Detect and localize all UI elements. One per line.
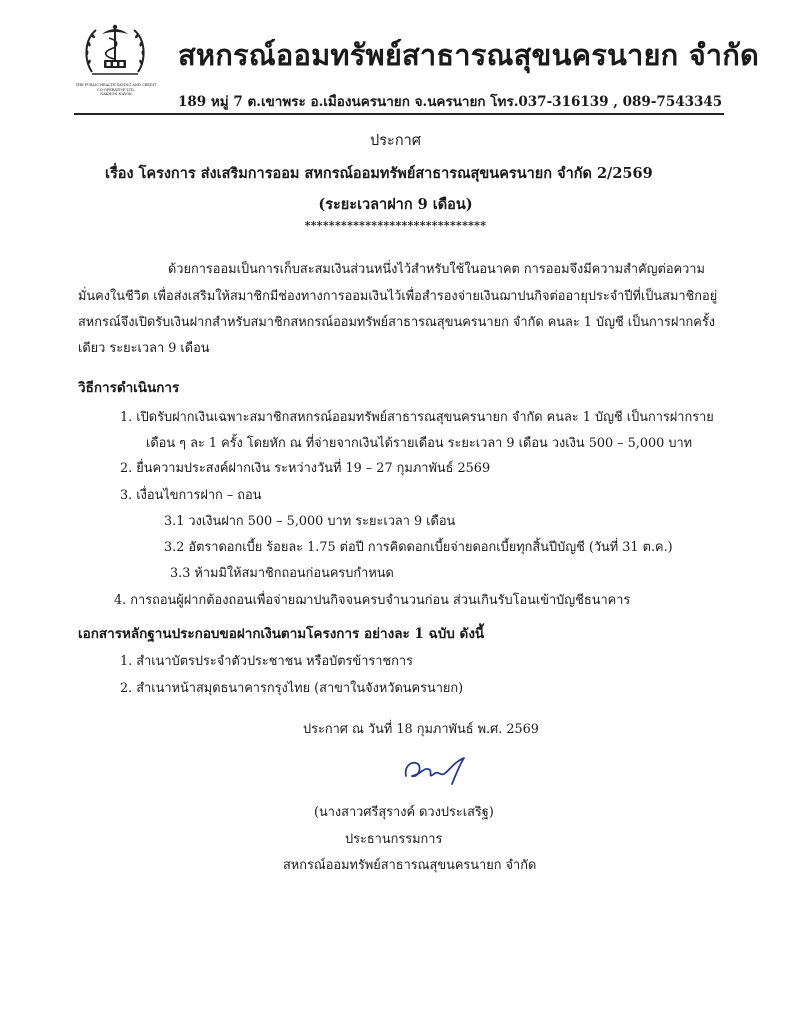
- document-item: 1. สำเนาบัตรประจำตัวประชาชน หรือบัตรข้าราชการ: [120, 654, 413, 669]
- documents-heading: เอกสารหลักฐานประกอบขอฝากเงินตามโครงการ อย่างละ 1 ฉบับ ดังนี้: [78, 626, 485, 642]
- announcement-subject: เรื่อง โครงการ ส่งเสริมการออม สหกรณ์ออมทรัพย์สาธารณสุขนครนายก จำกัด 2/2569: [105, 165, 653, 182]
- announcement-date: ประกาศ ณ วันที่ 18 กุมภาพันธ์ พ.ศ. 2569: [303, 722, 539, 737]
- logo-caption-line: NAKHON NAYOK: [100, 92, 132, 96]
- star-separator: ******************************: [304, 219, 487, 232]
- procedure-item: 2. ยื่นความประสงค์ฝากเงิน ระหว่างวันที่ 19 – 27 กุมภาพันธ์ 2569: [120, 461, 491, 476]
- deposit-period: (ระยะเวลาฝาก 9 เดือน): [318, 196, 473, 213]
- condition-item: 3.3 ห้ามมิให้สมาชิกถอนก่อนครบกำหนด: [170, 566, 394, 581]
- document-item: 2. สำเนาหน้าสมุดธนาคารกรุงไทย (สาขาในจังหวัดนครนายก): [120, 681, 464, 696]
- announcement-title: ประกาศ: [370, 133, 421, 149]
- intro-line: มั่นคงในชีวิต เพื่อส่งเสริมให้สมาชิกมีช่องทางการออมเงินไว้เพื่อสำรองจ่ายเงินฌาปนกิจต่ออายุประจำปีที่เป็นสมาชิกอยู่: [78, 289, 718, 304]
- header-divider: [74, 113, 724, 115]
- procedure-item: 3. เงื่อนไขการฝาก – ถอน: [120, 488, 262, 503]
- procedure-item: เดือน ๆ ละ 1 ครั้ง โดยหัก ณ ที่จ่ายจากเงินได้รายเดือน ระยะเวลา 9 เดือน วงเงิน 500 – 5,000 บาท: [146, 436, 693, 451]
- intro-line: สหกรณ์จึงเปิดรับเงินฝากสำหรับสมาชิกสหกรณ์ออมทรัพย์สาธารณสุขนครนายก จำกัด คนละ 1 บัญชี เป็นการฝากครั้ง: [78, 315, 715, 330]
- signatory-position: ประธานกรรมการ: [345, 832, 443, 847]
- procedure-item: 4. การถอนผู้ฝากต้องถอนเพื่อจ่ายฌาปนกิจจนครบจำนวนก่อน ส่วนเกินรับโอนเข้าบัญชีธนาคาร: [114, 593, 631, 608]
- signatory-name: (นางสาวศรีสุรางค์ ดวงประเสริฐ): [314, 805, 494, 820]
- intro-line: เดียว ระยะเวลา 9 เดือน: [78, 341, 210, 356]
- logo-caption-line: THE PUBLIC HEALTH SAVING AND CREDIT CO-OPERATIVE LTD.: [75, 83, 157, 92]
- logo-caption: [74, 83, 158, 97]
- condition-item: 3.2 อัตราดอกเบี้ย ร้อยละ 1.75 ต่อปี การคิดดอกเบี้ยจ่ายดอกเบี้ยทุกสิ้นปีบัญชี (วันที่ 31 ต.ค.): [164, 540, 673, 555]
- signatory-organization: สหกรณ์ออมทรัพย์สาธารณสุขนครนายก จำกัด: [283, 858, 537, 873]
- org-address: 189 หมู่ 7 ต.เขาพระ อ.เมืองนครนายก จ.นครนายก โทร.037-316139 , 089-7543345: [178, 94, 723, 110]
- procedure-heading: วิธีการดำเนินการ: [78, 380, 180, 396]
- handwritten-signature: [402, 752, 472, 788]
- org-name: สหกรณ์ออมทรัพย์สาธารณสุขนครนายก จำกัด: [178, 38, 760, 72]
- logo-emblem-icon: [80, 22, 150, 82]
- intro-line: ด้วยการออมเป็นการเก็บสะสมเงินส่วนหนึ่งไว้สำหรับใช้ในอนาคต การออมจึงมีความสำคัญต่อความ: [168, 262, 705, 277]
- condition-item: 3.1 วงเงินฝาก 500 – 5,000 บาท ระยะเวลา 9 เดือน: [164, 514, 456, 529]
- procedure-item: 1. เปิดรับฝากเงินเฉพาะสมาชิกสหกรณ์ออมทรัพย์สาธารณสุขนครนายก จำกัด คนละ 1 บัญชี เป็นการฝากราย: [120, 410, 714, 425]
